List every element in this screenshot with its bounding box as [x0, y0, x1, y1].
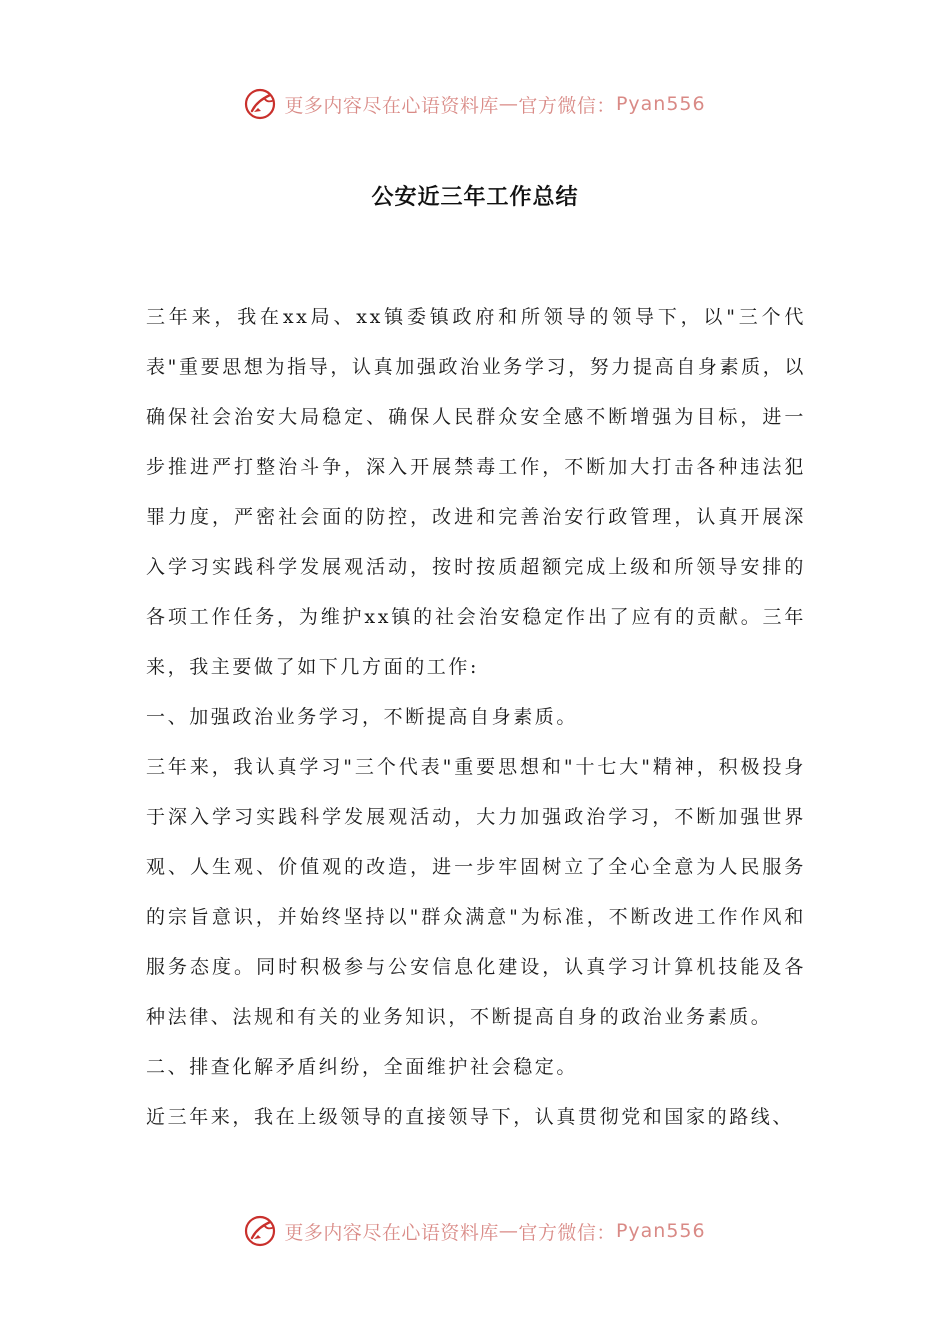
footer-watermark-banner	[0, 1211, 950, 1251]
watermark-separator: —	[498, 93, 519, 115]
paragraph-intro: 三年来，我在xx局、xx镇委镇政府和所领导的领导下，以"三个代表"重要思想为指导，认真加强政治业务学习，努力提高自身素质，以确保社会治安大局稳定、确保人民群众安全感不断增强为目标，进一步推进严打整治斗争，深入开展禁毒工作，不断加大打击各种违法犯罪力度，严密社会面的防控，改进和完善治安行政管理，认真开展深入学习实践科学发展观活动，按时按质超额完成上级和所领导安排的各项工作任务，为维护xx镇的社会治安稳定作出了应有的贡献。三年来，我主要做了如下几方面的工作:	[146, 306, 806, 678]
watermark-brand-text: 更多内容尽在心语资料库	[284, 1221, 499, 1244]
section-heading-1: 一、加强政治业务学习，不断提高自身素质。	[146, 706, 579, 728]
watermark-wechat-label: 官方微信：	[518, 94, 616, 117]
watermark-wechat-id: Pyan556	[615, 1220, 706, 1242]
header-watermark-banner	[0, 84, 950, 124]
pen-logo-icon	[244, 87, 278, 121]
watermark-wechat-id: Pyan556	[615, 93, 706, 115]
paragraph-section-2: 近三年来，我在上级领导的直接领导下，认真贯彻党和国家的路线、	[146, 1106, 795, 1128]
watermark-brand-text: 更多内容尽在心语资料库	[284, 94, 499, 117]
watermark-separator: —	[498, 1220, 519, 1242]
pen-logo-icon	[244, 1214, 278, 1248]
watermark-wechat-label: 官方微信：	[518, 1221, 616, 1244]
document-body	[146, 292, 806, 1142]
document-title: 公安近三年工作总结	[371, 185, 579, 210]
paragraph-section-1: 三年来，我认真学习"三个代表"重要思想和"十七大"精神，积极投身于深入学习实践科学发展观活动，大力加强政治学习，不断加强世界观、人生观、价值观的改造，进一步牢固树立了全心全意为人民服务的宗旨意识，并始终坚持以"群众满意"为标准，不断改进工作作风和服务态度。同时积极参与公安信息化建设，认真学习计算机技能及各种法律、法规和有关的业务知识，不断提高自身的政治业务素质。	[146, 756, 806, 1028]
section-heading-2: 二、排查化解矛盾纠纷，全面维护社会稳定。	[146, 1056, 579, 1078]
